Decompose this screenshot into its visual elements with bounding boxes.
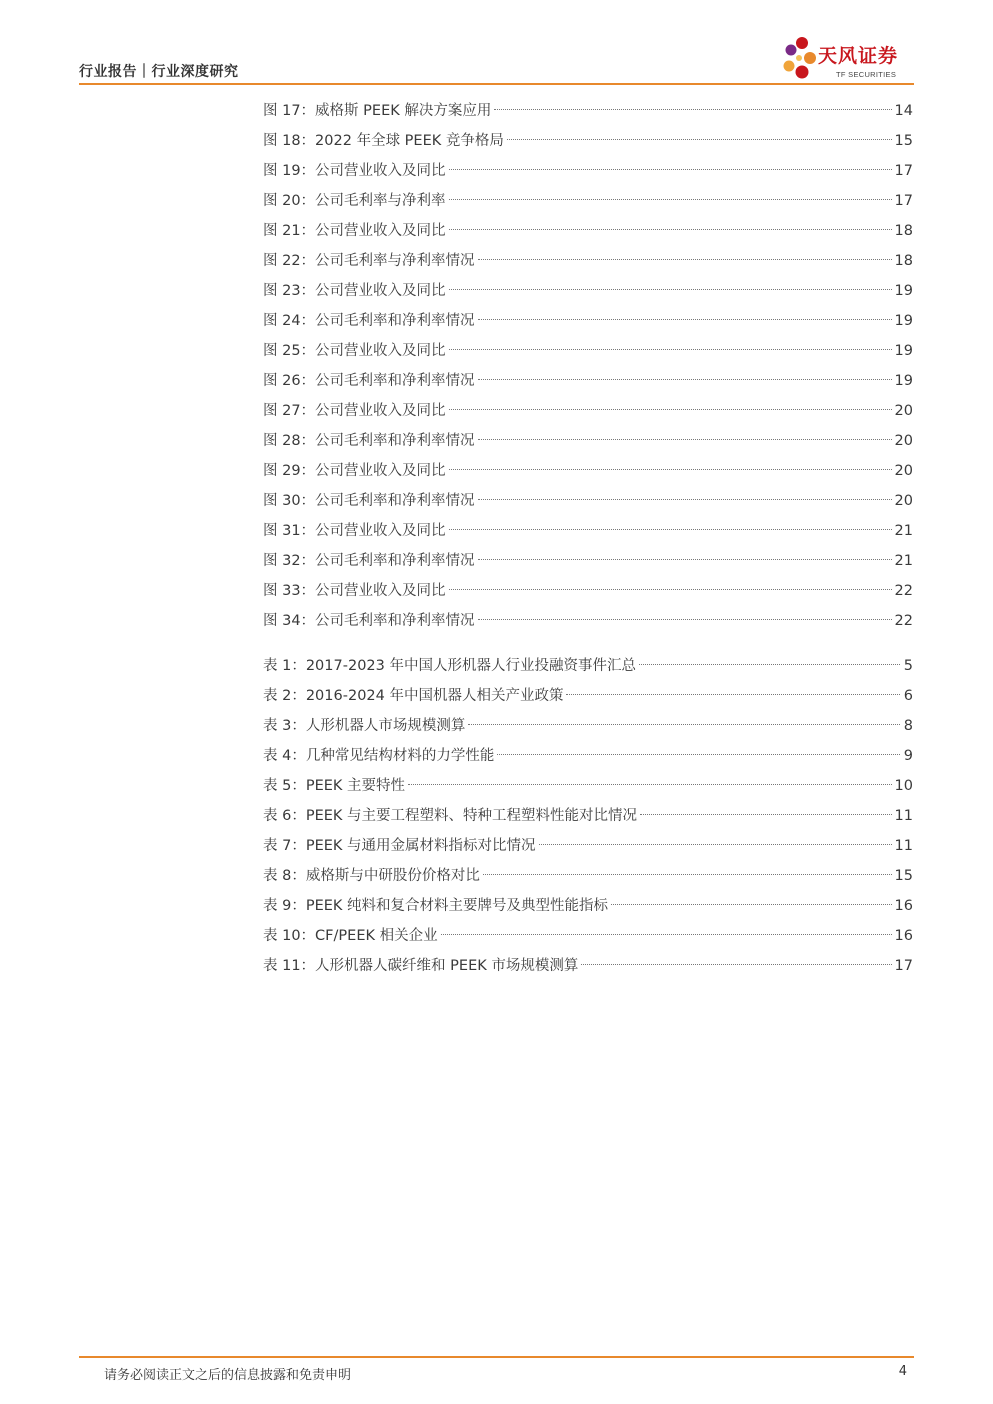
- table-toc-entry[interactable]: [263, 891, 913, 921]
- toc-entry-label: 图 19：公司营业收入及同比: [263, 163, 446, 179]
- figure-toc-entry[interactable]: [263, 246, 913, 276]
- tf-securities-logo: [780, 34, 920, 84]
- toc-entry-label: 表 10：CF/PEEK 相关企业: [263, 928, 438, 944]
- figure-toc-entry[interactable]: [263, 366, 913, 396]
- toc-entry-label: 表 6：PEEK 与主要工程塑料、特种工程塑料性能对比情况: [263, 808, 638, 824]
- toc-entry-page: 19: [894, 313, 913, 329]
- report-category: 行业报告｜行业深度研究: [79, 64, 239, 80]
- figure-toc-entry[interactable]: [263, 546, 913, 576]
- dot-leader: [478, 618, 892, 620]
- toc-entry-page: 18: [894, 253, 913, 269]
- dot-leader: [468, 723, 900, 725]
- toc-entry-label: 表 11：人形机器人碳纤维和 PEEK 市场规模测算: [263, 958, 579, 974]
- flower-logo-icon: [780, 34, 816, 84]
- dot-leader: [483, 873, 892, 875]
- dot-leader: [611, 903, 892, 905]
- toc-entry-page: 11: [894, 808, 913, 824]
- toc-entry-page: 6: [903, 688, 913, 704]
- dot-leader: [449, 588, 892, 590]
- figure-toc-entry[interactable]: [263, 156, 913, 186]
- toc-entry-label: 图 32：公司毛利率和净利率情况: [263, 553, 475, 569]
- dot-leader: [478, 438, 892, 440]
- dot-leader: [497, 753, 900, 755]
- dot-leader: [449, 408, 892, 410]
- toc-entry-label: 表 8：威格斯与中研股份价格对比: [263, 868, 480, 884]
- dot-leader: [441, 933, 892, 935]
- toc-entry-label: 表 4：几种常见结构材料的力学性能: [263, 748, 495, 764]
- toc-entry-label: 图 21：公司营业收入及同比: [263, 223, 446, 239]
- dot-leader: [566, 693, 900, 695]
- table-toc-entry[interactable]: [263, 951, 913, 981]
- toc-entry-label: 表 3：人形机器人市场规模测算: [263, 718, 466, 734]
- toc-entry-label: 图 24：公司毛利率和净利率情况: [263, 313, 475, 329]
- dot-leader: [449, 348, 892, 350]
- figure-toc-entry[interactable]: [263, 516, 913, 546]
- toc-entry-page: 10: [894, 778, 913, 794]
- toc-entry-page: 21: [894, 523, 913, 539]
- figure-toc-entry[interactable]: [263, 306, 913, 336]
- toc-entry-page: 8: [903, 718, 913, 734]
- figure-toc-entry[interactable]: [263, 276, 913, 306]
- toc-entry-page: 17: [894, 958, 913, 974]
- toc-entry-label: 图 27：公司营业收入及同比: [263, 403, 446, 419]
- dot-leader: [640, 813, 892, 815]
- toc-entry-label: 图 26：公司毛利率和净利率情况: [263, 373, 475, 389]
- toc-entry-page: 20: [894, 463, 913, 479]
- toc-entry-label: 图 18：2022 年全球 PEEK 竞争格局: [263, 133, 504, 149]
- table-toc-entry[interactable]: [263, 651, 913, 681]
- toc-entry-page: 20: [894, 493, 913, 509]
- toc-entry-page: 20: [894, 403, 913, 419]
- dot-leader: [478, 378, 892, 380]
- toc-entry-label: 图 29：公司营业收入及同比: [263, 463, 446, 479]
- toc-entry-label: 图 23：公司营业收入及同比: [263, 283, 446, 299]
- figure-index-list: [263, 96, 913, 636]
- toc-entry-page: 19: [894, 343, 913, 359]
- figure-toc-entry[interactable]: [263, 606, 913, 636]
- toc-entry-label: 图 33：公司营业收入及同比: [263, 583, 446, 599]
- toc-entry-page: 14: [894, 103, 913, 119]
- toc-entry-page: 17: [894, 163, 913, 179]
- table-toc-entry[interactable]: [263, 741, 913, 771]
- figure-toc-entry[interactable]: [263, 426, 913, 456]
- toc-entry-page: 17: [894, 193, 913, 209]
- dot-leader: [478, 258, 892, 260]
- figure-toc-entry[interactable]: [263, 186, 913, 216]
- figure-toc-entry[interactable]: [263, 216, 913, 246]
- toc-entry-page: 22: [894, 583, 913, 599]
- dot-leader: [449, 198, 892, 200]
- page-number: 4: [898, 1364, 907, 1379]
- logo-name-en: TF SECURITIES: [836, 70, 897, 79]
- toc-entry-page: 11: [894, 838, 913, 854]
- toc-entry-label: 图 30：公司毛利率和净利率情况: [263, 493, 475, 509]
- dot-leader: [449, 528, 892, 530]
- toc-entry-label: 图 22：公司毛利率与净利率情况: [263, 253, 475, 269]
- figure-toc-entry[interactable]: [263, 396, 913, 426]
- toc-entry-label: 表 2：2016-2024 年中国机器人相关产业政策: [263, 688, 564, 704]
- dot-leader: [449, 228, 892, 230]
- toc-entry-label: 图 31：公司营业收入及同比: [263, 523, 446, 539]
- toc-entry-page: 19: [894, 373, 913, 389]
- toc-entry-label: 表 5：PEEK 主要特性: [263, 778, 406, 794]
- toc-entry-label: 表 1：2017-2023 年中国人形机器人行业投融资事件汇总: [263, 658, 636, 674]
- dot-leader: [507, 138, 892, 140]
- toc-entry-page: 15: [894, 133, 913, 149]
- toc-entry-label: 表 9：PEEK 纯料和复合材料主要牌号及典型性能指标: [263, 898, 609, 914]
- toc-entry-page: 16: [894, 928, 913, 944]
- toc-entry-page: 9: [903, 748, 913, 764]
- table-toc-entry[interactable]: [263, 801, 913, 831]
- dot-leader: [581, 963, 891, 965]
- dot-leader: [478, 318, 892, 320]
- toc-entry-page: 15: [894, 868, 913, 884]
- toc-entry-page: 22: [894, 613, 913, 629]
- footer-disclaimer: 请务必阅读正文之后的信息披露和免责申明: [104, 1368, 352, 1383]
- figure-toc-entry[interactable]: [263, 486, 913, 516]
- toc-entry-page: 16: [894, 898, 913, 914]
- logo-name-zh: 天风证券: [818, 45, 899, 67]
- figure-toc-entry[interactable]: [263, 576, 913, 606]
- toc-entry-label: 图 34：公司毛利率和净利率情况: [263, 613, 475, 629]
- figure-toc-entry[interactable]: [263, 96, 913, 126]
- dot-leader: [478, 498, 892, 500]
- figure-toc-entry[interactable]: [263, 336, 913, 366]
- toc-entry-label: 图 17：威格斯 PEEK 解决方案应用: [263, 103, 492, 119]
- table-toc-entry[interactable]: [263, 771, 913, 801]
- toc-entry-label: 图 28：公司毛利率和净利率情况: [263, 433, 475, 449]
- toc-entry-page: 18: [894, 223, 913, 239]
- dot-leader: [449, 168, 892, 170]
- table-index-list: [263, 651, 913, 981]
- toc-entry-label: 表 7：PEEK 与通用金属材料指标对比情况: [263, 838, 536, 854]
- table-toc-entry[interactable]: [263, 711, 913, 741]
- dot-leader: [539, 843, 892, 845]
- dot-leader: [449, 288, 892, 290]
- table-toc-entry[interactable]: [263, 861, 913, 891]
- toc-entry-page: 5: [903, 658, 913, 674]
- dot-leader: [449, 468, 892, 470]
- dot-leader: [494, 108, 891, 110]
- figure-toc-entry[interactable]: [263, 456, 913, 486]
- toc-entry-page: 20: [894, 433, 913, 449]
- dot-leader: [639, 663, 900, 665]
- toc-entry-page: 21: [894, 553, 913, 569]
- table-toc-entry[interactable]: [263, 921, 913, 951]
- footer-divider: [79, 1356, 914, 1358]
- toc-entry-page: 19: [894, 283, 913, 299]
- toc-entry-label: 图 20：公司毛利率与净利率: [263, 193, 446, 209]
- table-toc-entry[interactable]: [263, 681, 913, 711]
- table-toc-entry[interactable]: [263, 831, 913, 861]
- dot-leader: [478, 558, 892, 560]
- header-divider: [79, 83, 914, 85]
- dot-leader: [408, 783, 892, 785]
- toc-entry-label: 图 25：公司营业收入及同比: [263, 343, 446, 359]
- figure-toc-entry[interactable]: [263, 126, 913, 156]
